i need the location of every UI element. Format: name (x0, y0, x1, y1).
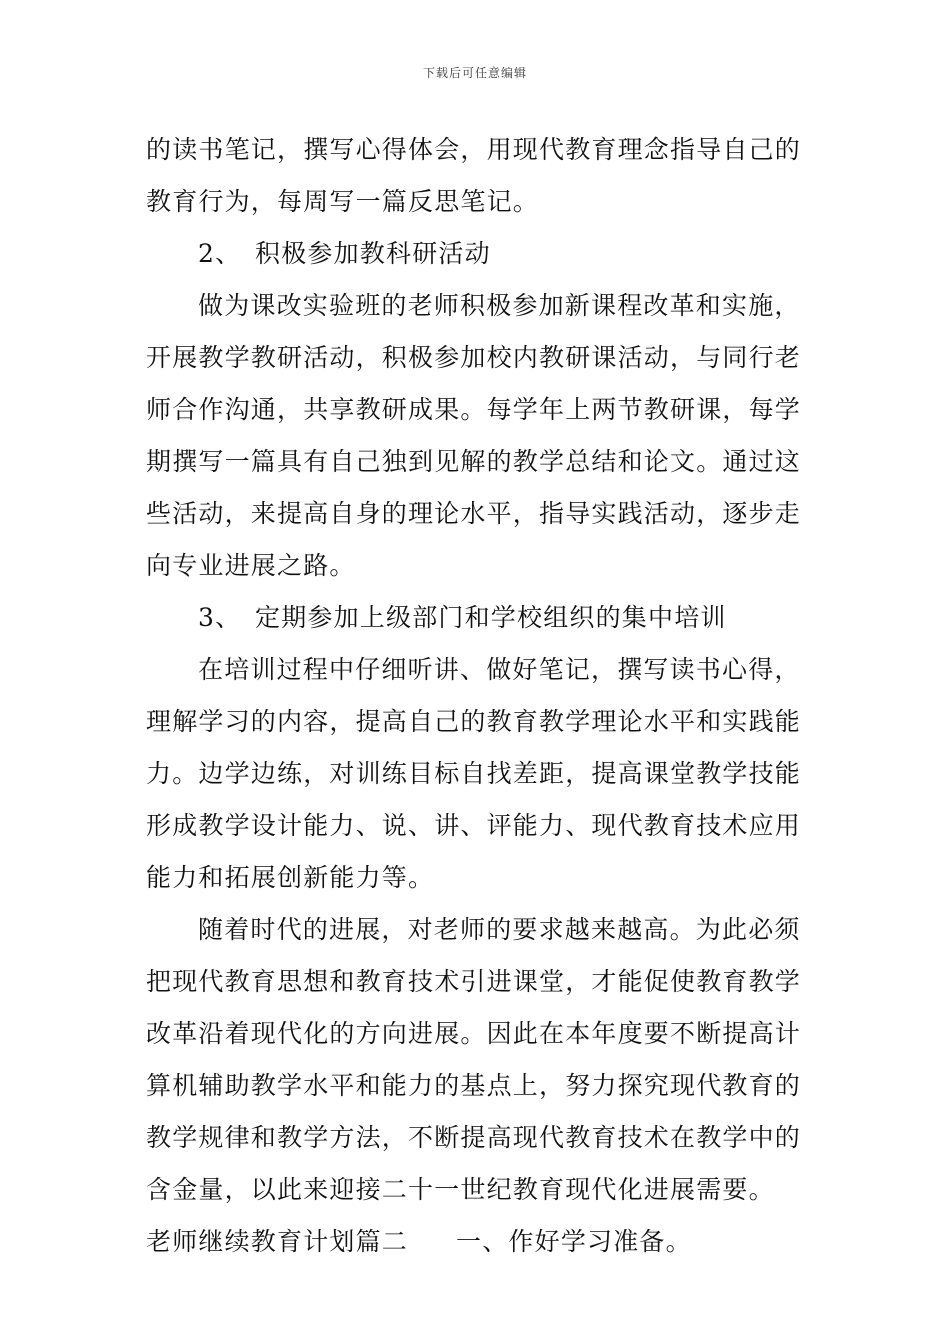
text-line: 能力和拓展创新能力等。 (146, 863, 435, 892)
section-heading: 3、 定期参加上级部门和学校组织的集中培训 (198, 603, 727, 632)
document-body (146, 124, 816, 1268)
text-line: 开展教学教研活动，积极参加校内教研课活动，与同行老 (146, 343, 802, 372)
text-line: 算机辅助教学水平和能力的基点上，努力探究现代教育的 (146, 1071, 802, 1100)
section-heading: 2、 积极参加教科研活动 (198, 239, 491, 268)
paragraph-start: 做为课改实验班的老师积极参加新课程改革和实施， (198, 291, 801, 320)
text-line: 些活动，来提高自身的理论水平，指导实践活动，逐步走 (146, 499, 802, 528)
text-line: 含金量，以此来迎接二十一世纪教育现代化进展需要。 (146, 1175, 775, 1204)
text-line: 教育行为，每周写一篇反思笔记。 (146, 187, 540, 216)
page-header: 下载后可任意编辑 (422, 66, 527, 80)
text-line: 形成教学设计能力、说、讲、评能力、现代教育技术应用 (146, 811, 802, 840)
text-line: 教学规律和教学方法，不断提高现代教育技术在教学中的 (146, 1123, 802, 1152)
chapter-subheading: 一、作好学习准备。 (456, 1227, 692, 1256)
paragraph-start: 在培训过程中仔细听讲、做好笔记，撰写读书心得， (198, 655, 801, 684)
text-line: 力。边学边练，对训练目标自找差距，提高课堂教学技能 (146, 759, 802, 788)
paragraph-start: 随着时代的进展，对老师的要求越来越高。为此必须 (198, 915, 801, 944)
text-line: 师合作沟通，共享教研成果。每学年上两节教研课，每学 (146, 395, 802, 424)
text-line: 的读书笔记，撰写心得体会，用现代教育理念指导自己的 (146, 135, 802, 164)
text-line: 期撰写一篇具有自己独到见解的教学总结和论文。通过这 (146, 447, 802, 476)
text-line: 把现代教育思想和教育技术引进课堂，才能促使教育教学 (146, 967, 802, 996)
chapter-title: 老师继续教育计划篇二 (146, 1227, 409, 1256)
chapter-heading-line (146, 1216, 816, 1268)
text-line: 理解学习的内容，提高自己的教育教学理论水平和实践能 (146, 707, 802, 736)
text-line: 改革沿着现代化的方向进展。因此在本年度要不断提高计 (146, 1019, 802, 1048)
text-line: 向专业进展之路。 (146, 551, 356, 580)
